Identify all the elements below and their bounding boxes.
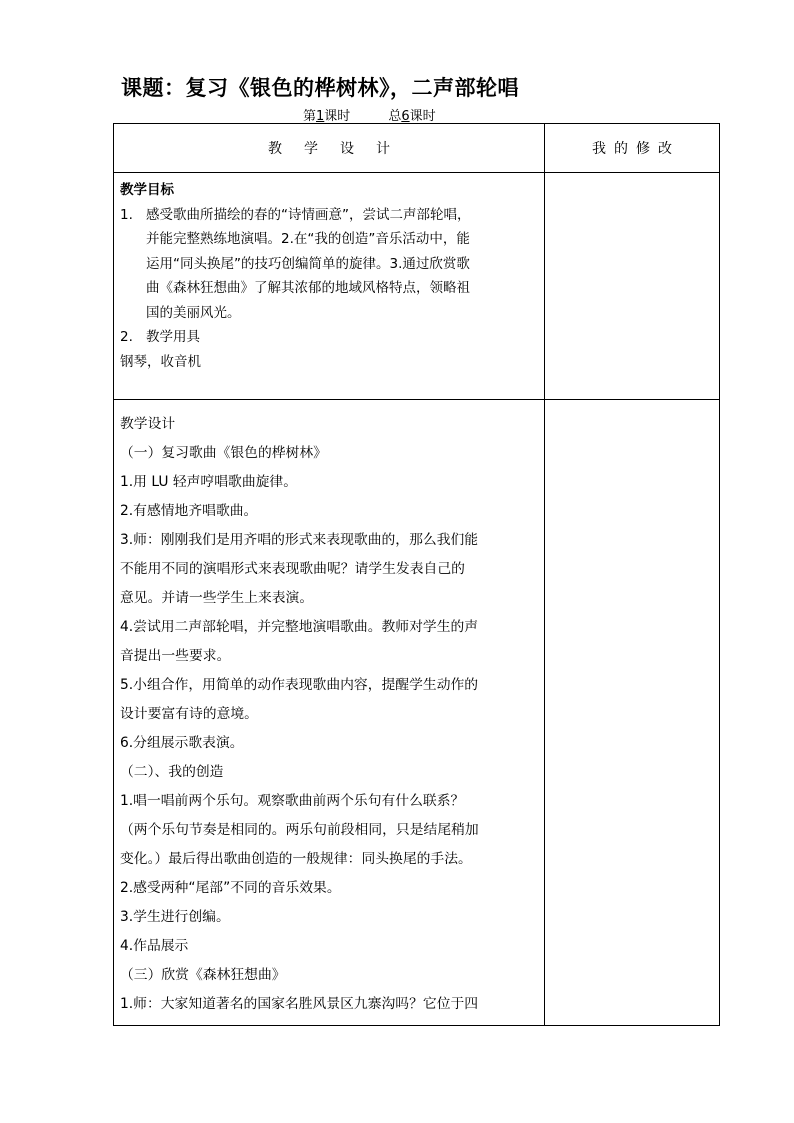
design-line: 2.有感情地齐唱歌曲。 bbox=[120, 503, 258, 519]
teaching-tools: 钢琴，收音机 bbox=[120, 353, 201, 370]
lesson-title: 课题：复习《银色的桦树林》，二声部轮唱 bbox=[121, 75, 519, 100]
teaching-design-cell bbox=[120, 410, 542, 1019]
design-line: （两个乐句节奏是相同的。两乐句前段相同，只是结尾稍加 bbox=[120, 822, 479, 838]
column-divider bbox=[544, 124, 545, 1025]
design-line: 1.用 LU 轻声哼唱歌曲旋律。 bbox=[120, 474, 298, 490]
revise-column-header: 我的修改 bbox=[592, 141, 680, 157]
goals-heading: 教学目标 bbox=[120, 182, 174, 198]
header-row-divider bbox=[114, 172, 719, 173]
design-line: 意见。并请一些学生上来表演。 bbox=[120, 590, 314, 606]
lesson-total-prefix: 总 bbox=[388, 109, 402, 124]
lesson-current-unit: 课时 bbox=[324, 109, 351, 124]
design-line: （三）欣赏《森林狂想曲》 bbox=[120, 967, 286, 983]
design-line: 2.感受两种“尾部”不同的音乐效果。 bbox=[120, 880, 341, 896]
lesson-total-unit: 课时 bbox=[409, 109, 436, 124]
design-line: （一）复习歌曲《银色的桦树林》 bbox=[120, 445, 327, 461]
design-line: 3.师：刚刚我们是用齐唱的形式来表现歌曲的，那么我们能 bbox=[120, 532, 479, 548]
lesson-plan-table bbox=[113, 123, 720, 1026]
design-line: 4.作品展示 bbox=[120, 938, 189, 954]
design-line: 1.师：大家知道著名的国家名胜风景区九寨沟吗？它位于四 bbox=[120, 996, 479, 1012]
goal-item: 1. 感受歌曲所描绘的春的“诗情画意”，尝试二声部轮唱， 并能完整熟练地演唱。2.在“我的创造”音乐活动中，能 运用“同头换尾”的技巧创编简单的旋律。3.通过欣赏歌 曲《森林狂想曲》了解其浓郁的地域风格特点，领略祖 国的美丽风光。 bbox=[120, 206, 471, 321]
design-line: 5.小组合作，用简单的动作表现歌曲内容，提醒学生动作的 bbox=[120, 677, 479, 693]
teaching-goals-cell bbox=[120, 178, 540, 374]
design-line: 设计要富有诗的意境。 bbox=[120, 706, 258, 722]
design-line: 教学设计 bbox=[120, 416, 176, 432]
design-line: 6.分组展示歌表演。 bbox=[120, 735, 244, 751]
design-line: 不能用不同的演唱形式来表现歌曲呢？请学生发表自己的 bbox=[120, 561, 465, 577]
lesson-count-line bbox=[303, 105, 436, 124]
goal-item: 2. 教学用具 bbox=[120, 329, 200, 345]
lesson-prefix: 第 bbox=[303, 109, 317, 124]
design-line: 音提出一些要求。 bbox=[120, 648, 231, 664]
lesson-total: 6 bbox=[401, 109, 410, 124]
lesson-current: 1 bbox=[316, 109, 325, 124]
design-line: 3.学生进行创编。 bbox=[120, 909, 230, 925]
design-line: 4.尝试用二声部轮唱，并完整地演唱歌曲。教师对学生的声 bbox=[120, 619, 479, 635]
design-line: （二）、我的创造 bbox=[120, 764, 224, 780]
design-line: 1.唱一唱前两个乐句。观察歌曲前两个乐句有什么联系？ bbox=[120, 793, 465, 809]
goals-row-divider bbox=[114, 399, 719, 400]
design-line: 变化。）最后得出歌曲创造的一般规律：同头换尾的手法。 bbox=[120, 851, 472, 867]
design-column-header: 教学设计 bbox=[268, 141, 412, 157]
